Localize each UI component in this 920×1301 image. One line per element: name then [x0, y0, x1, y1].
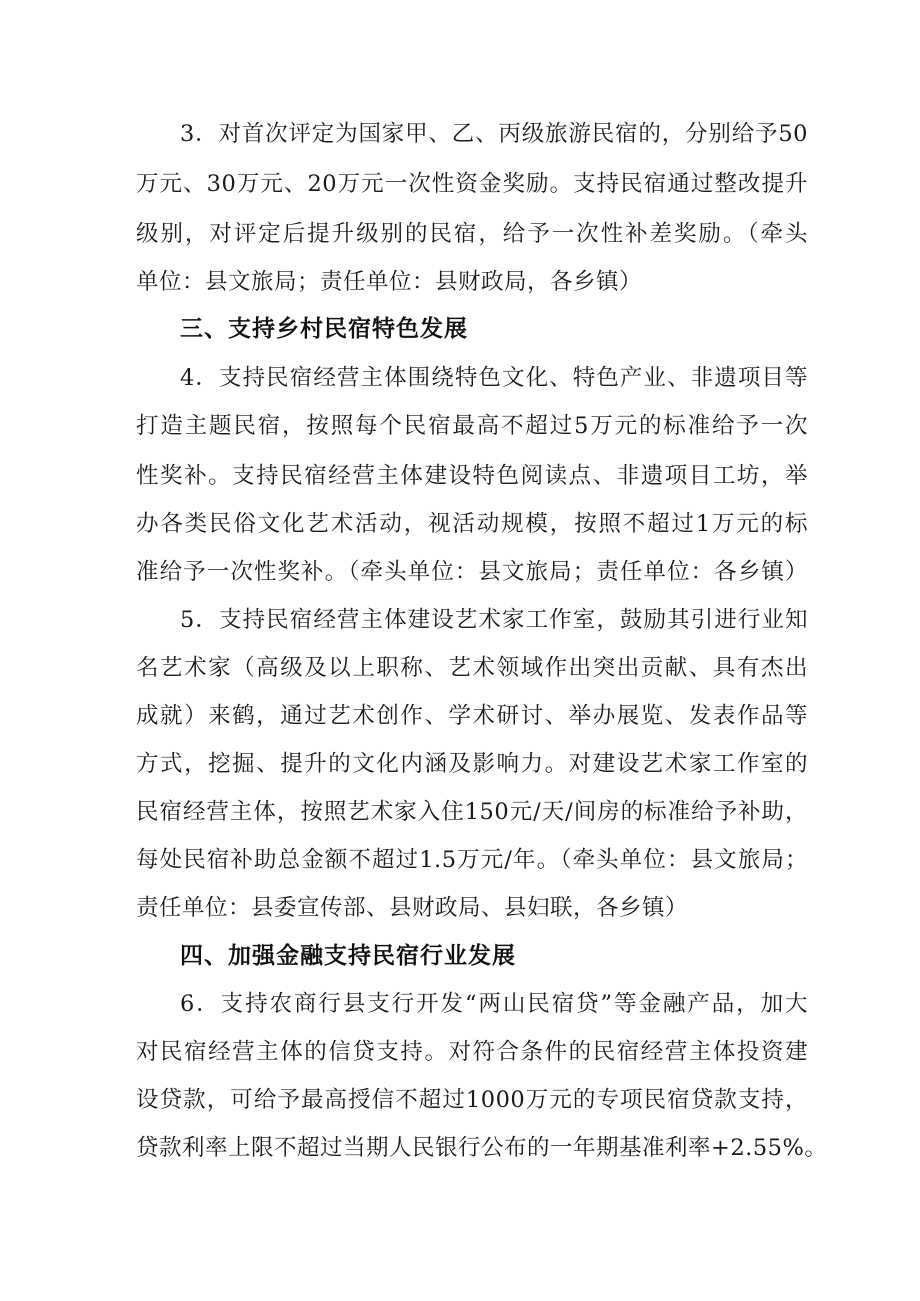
paragraph-5-line-2: 名艺术家（高级及以上职称、艺术领域作出突出贡献、具有杰出: [136, 655, 808, 681]
paragraph-6-line-4: 贷款利率上限不超过当期人民银行公布的一年期基准利率+2.55%。: [136, 1135, 828, 1161]
paragraph-5-line-7: 责任单位：县委宣传部、县财政局、县妇联，各乡镇）: [136, 895, 689, 921]
paragraph-4-line-5: 准给予一次性奖补。（牵头单位：县文旅局；责任单位：各乡镇）: [136, 559, 808, 585]
paragraph-6-line-2: 对民宿经营主体的信贷支持。对符合条件的民宿经营主体投资建: [136, 1039, 808, 1065]
paragraph-5-line-4: 方式，挖掘、提升的文化内涵及影响力。对建设艺术家工作室的: [136, 751, 808, 777]
paragraph-4-line-1: 4．支持民宿经营主体围绕特色文化、特色产业、非遗项目等: [180, 365, 808, 391]
paragraph-5-line-3: 成就）来鹤，通过艺术创作、学术研讨、举办展览、发表作品等: [136, 703, 808, 729]
paragraph-3-line-1: 3．对首次评定为国家甲、乙、丙级旅游民宿的，分别给予50: [180, 121, 808, 147]
section-4-heading: 四、加强金融支持民宿行业发展: [180, 943, 516, 969]
paragraph-3-line-2: 万元、30万元、20万元一次性资金奖励。支持民宿通过整改提升: [136, 171, 808, 197]
paragraph-4-line-3: 性奖补。支持民宿经营主体建设特色阅读点、非遗项目工坊，举: [136, 463, 808, 489]
paragraph-6-line-1: 6．支持农商行县支行开发“两山民宿贷”等金融产品，加大: [180, 991, 808, 1017]
paragraph-5-line-1: 5．支持民宿经营主体建设艺术家工作室，鼓励其引进行业知: [180, 607, 808, 633]
paragraph-4-line-4: 办各类民俗文化艺术活动，视活动规模，按照不超过1万元的标: [136, 511, 808, 537]
paragraph-4-line-2: 打造主题民宿，按照每个民宿最高不超过5万元的标准给予一次: [136, 413, 808, 439]
paragraph-5-line-5: 民宿经营主体，按照艺术家入住150元/天/间房的标准给予补助，: [136, 799, 808, 825]
paragraph-6-line-3: 设贷款，可给予最高授信不超过1000万元的专项民宿贷款支持，: [136, 1087, 808, 1113]
section-3-heading: 三、支持乡村民宿特色发展: [180, 316, 468, 342]
paragraph-5-line-6: 每处民宿补助总金额不超过1.5万元/年。（牵头单位：县文旅局；: [136, 847, 808, 873]
paragraph-3-line-3: 级别，对评定后提升级别的民宿，给予一次性补差奖励。（牵头: [136, 221, 808, 247]
paragraph-3-line-4: 单位：县文旅局；责任单位：县财政局，各乡镇）: [136, 269, 643, 295]
